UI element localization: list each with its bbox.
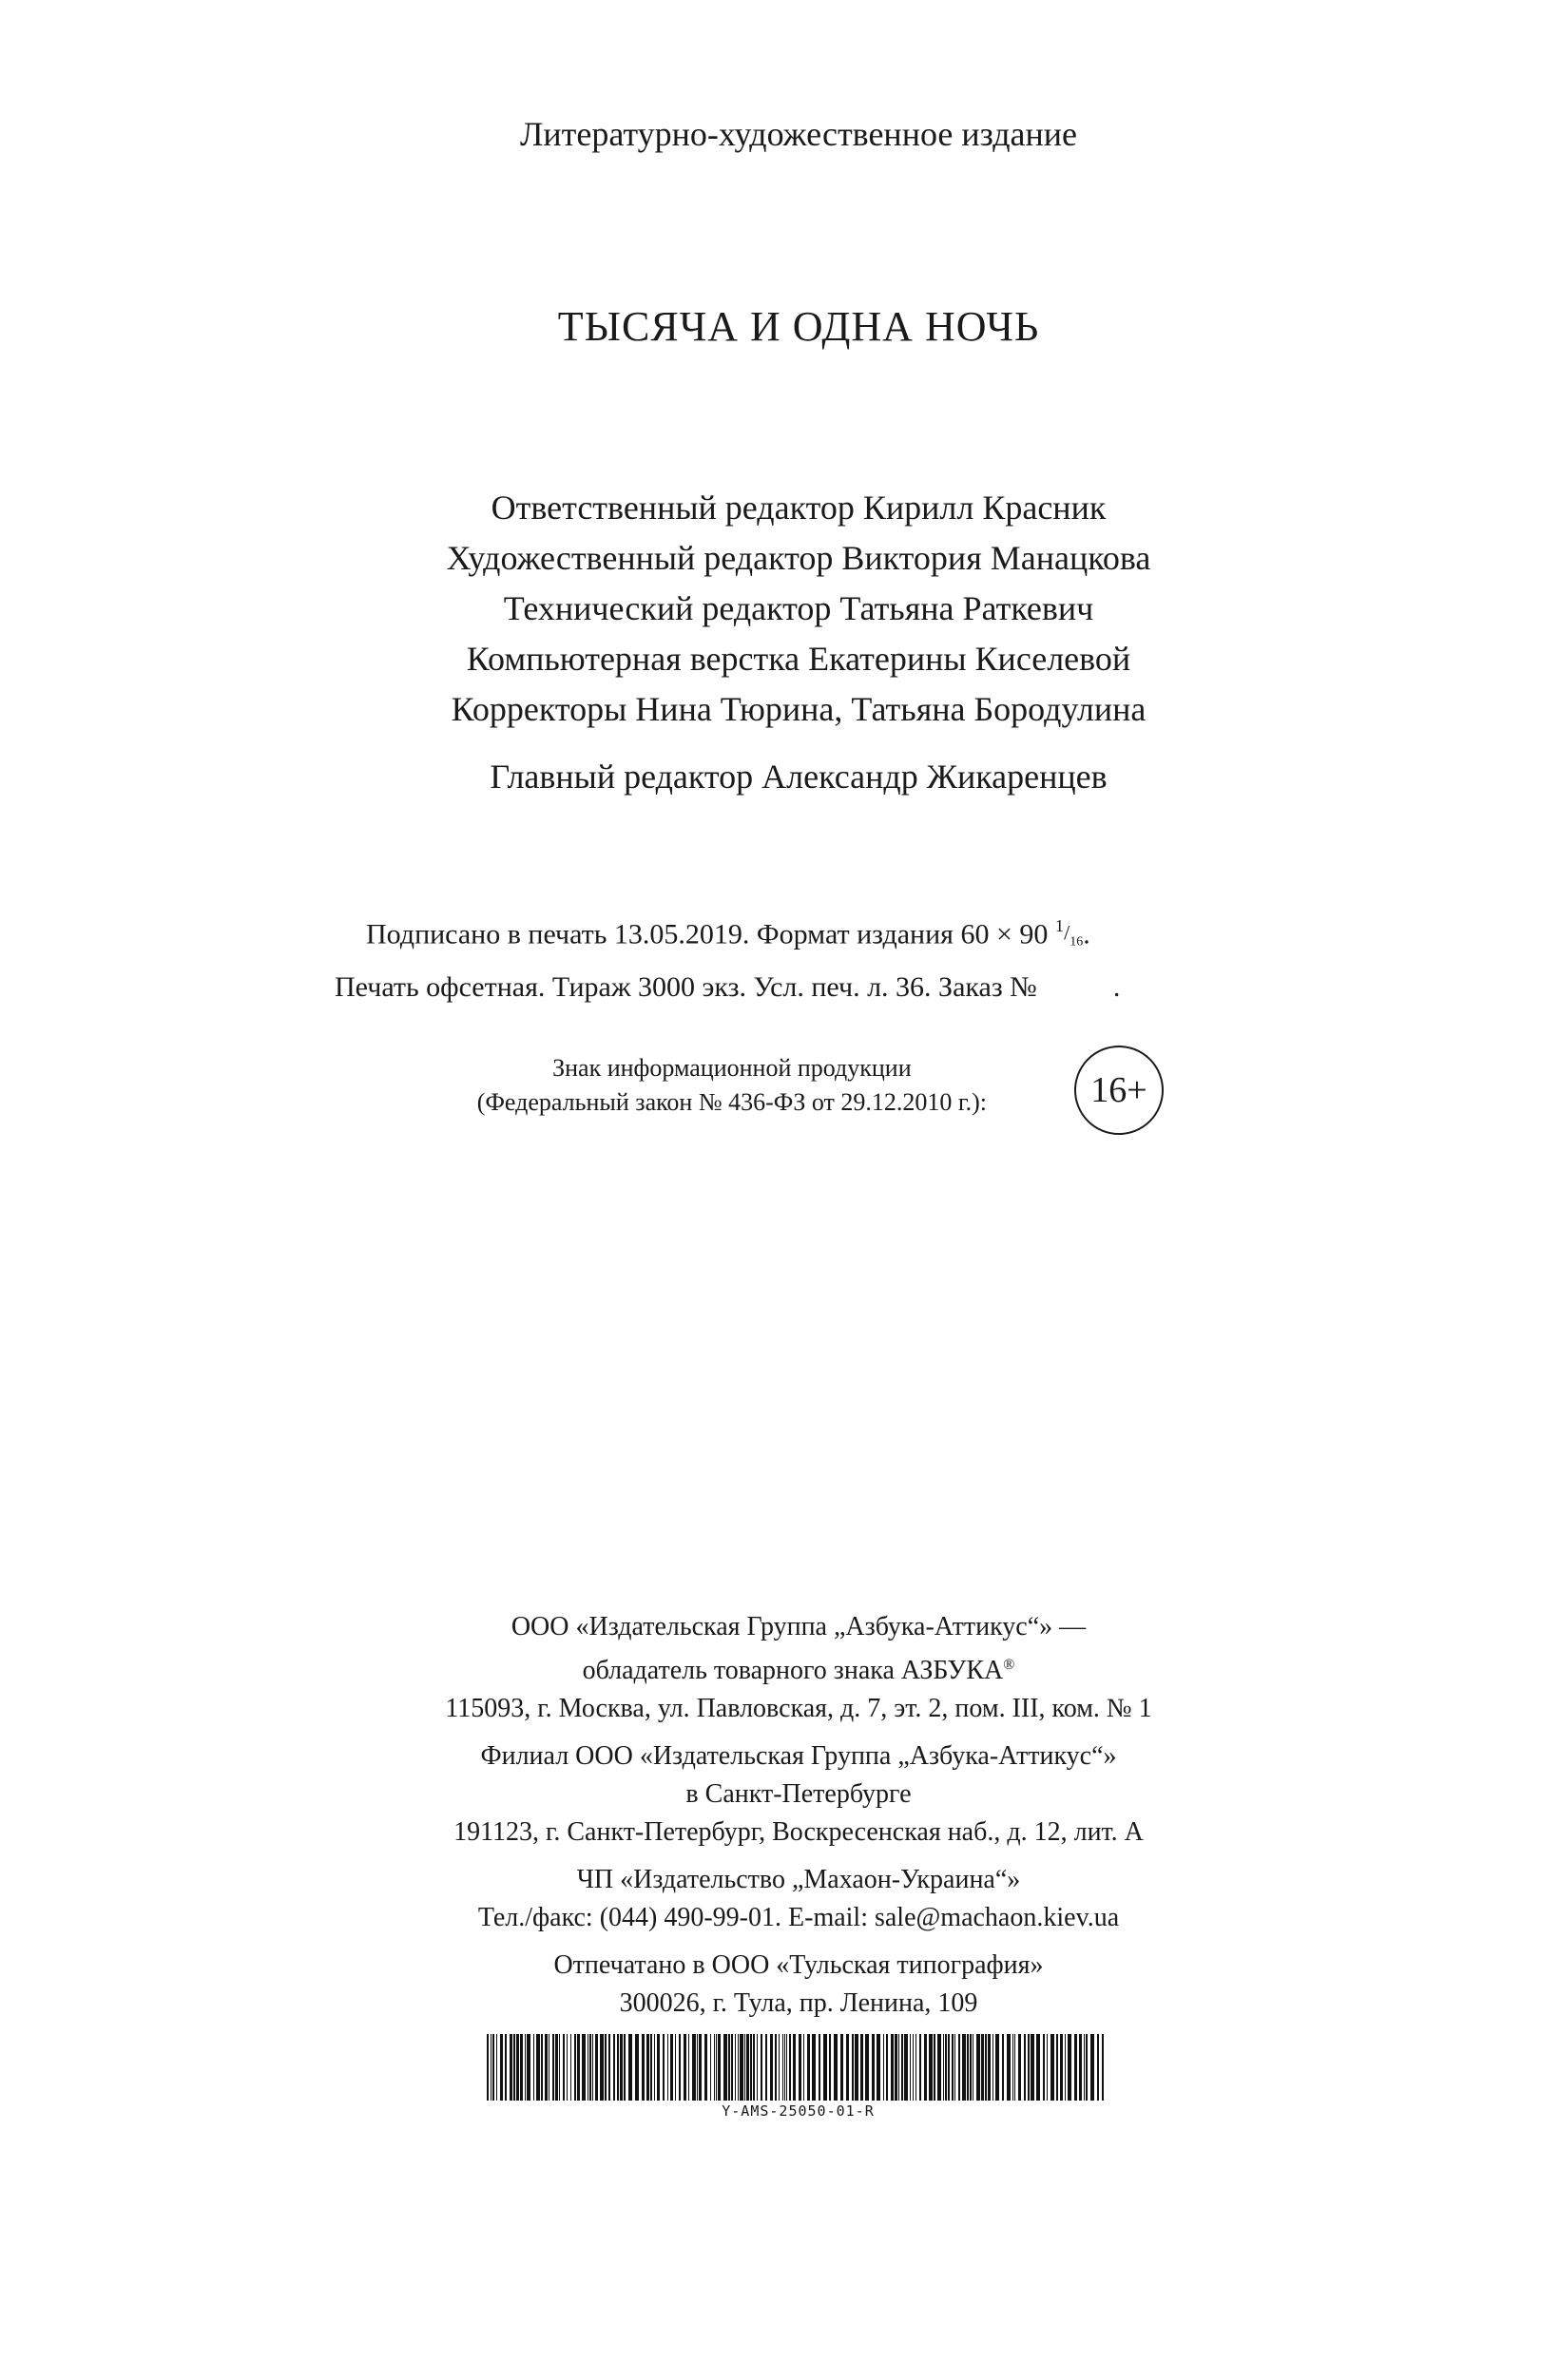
barcode-bar (1060, 2034, 1063, 2101)
barcode-bar (753, 2034, 755, 2101)
barcode-bar (1079, 2034, 1082, 2101)
format-fraction: $^1/_{16}$ (1054, 916, 1084, 950)
barcode-bar (595, 2034, 598, 2101)
barcode-bar (552, 2034, 554, 2101)
barcode-bar (670, 2034, 673, 2101)
barcode-bar (981, 2034, 984, 2101)
print-info-end-2: . (1112, 971, 1121, 1004)
barcode-bar (1036, 2034, 1040, 2101)
publisher-name: ООО «Издательская Группа „Азбука-Аттикус“» — (511, 1612, 1087, 1641)
barcode-bar (846, 2034, 849, 2101)
print-info-block (335, 903, 1285, 1010)
barcode-bar (765, 2034, 767, 2101)
book-title: ТЫСЯЧА И ОДНА НОЧЬ (557, 303, 1040, 350)
barcode-bar (646, 2034, 649, 2101)
credit-art-editor: Художественный редактор Виктория Манацкова (446, 539, 1151, 577)
barcode-bar (852, 2034, 854, 2101)
barcode-bar (679, 2034, 681, 2101)
barcode-bar (952, 2034, 954, 2101)
barcode-bar (1056, 2034, 1058, 2101)
fraction-numerator: 1 (1054, 916, 1065, 935)
barcode-bar (782, 2034, 783, 2101)
barcode-bar (635, 2034, 639, 2101)
barcode-bar (505, 2034, 507, 2101)
barcode-bar (589, 2034, 591, 2101)
barcode-bar (592, 2034, 593, 2101)
barcode-bar (834, 2034, 838, 2101)
branch-name: Филиал ООО «Издательская Группа „Азбука-Аттикус“» (480, 1741, 1117, 1771)
barcode-bar (799, 2034, 801, 2101)
barcode-bar (1097, 2034, 1099, 2101)
ukraine-contacts: Тел./факс: (044) 490-99-01. E-mail: sale@machaon.kiev.ua (477, 1903, 1120, 1932)
barcode-bar (577, 2034, 580, 2101)
branch-address: 191123, г. Санкт-Петербург, Воскресенская наб., д. 12, лит. А (453, 1817, 1144, 1847)
credit-responsible-editor: Ответственный редактор Кирилл Красник (491, 489, 1107, 527)
barcode-bar (704, 2034, 707, 2101)
barcode-bar (628, 2034, 632, 2101)
printer-name: Отпечатано в ООО «Тульская типография» (553, 1950, 1044, 1980)
barcode-bar (1012, 2034, 1013, 2101)
ukraine-publisher: ЧП «Издательство „Махаон-Украина“» (576, 1865, 1021, 1894)
barcode-bar (1043, 2034, 1045, 2101)
barcode-bar (812, 2034, 816, 2101)
barcode-bar (559, 2034, 560, 2101)
barcode-bar (714, 2034, 715, 2101)
barcode-bar (886, 2034, 888, 2101)
barcode-bar (728, 2034, 730, 2101)
barcode-bar (574, 2034, 576, 2101)
barcode-bar (958, 2034, 960, 2101)
barcode-bar (710, 2034, 711, 2101)
barcode-bar (520, 2034, 523, 2101)
barcode-bar (929, 2034, 933, 2101)
print-info-line-2 (335, 965, 1285, 1010)
print-info-text-1: Подписано в печать 13.05.2019. Формат издания 60 × 90 (366, 918, 1049, 950)
barcode-bar (723, 2034, 727, 2101)
print-info-line-1 (335, 903, 1285, 965)
barcode-bar (699, 2034, 702, 2101)
barcode-bar (697, 2034, 698, 2101)
barcode-bar (688, 2034, 689, 2101)
barcode-bar (872, 2034, 875, 2101)
barcode-bar (684, 2034, 686, 2101)
barcode-bar (740, 2034, 743, 2101)
genre-label: Литературно-художественное издание (519, 115, 1078, 153)
barcode-bar (1002, 2034, 1004, 2101)
barcode-bar (1086, 2034, 1088, 2101)
barcode-bar (731, 2034, 733, 2101)
barcode-bar (608, 2034, 610, 2101)
credit-chief-editor: Главный редактор Александр Жикаренцев (490, 758, 1108, 796)
barcode-bar (582, 2034, 586, 2101)
barcode-bar (567, 2034, 568, 2101)
barcode-bar (735, 2034, 736, 2101)
barcode-bar (516, 2034, 519, 2101)
publisher-block (0, 1608, 1561, 2023)
barcode-bar (654, 2034, 655, 2101)
barcode-bar (692, 2034, 696, 2101)
credits-block (0, 483, 1561, 802)
age-rating-label (477, 1051, 987, 1120)
barcode-bar (913, 2034, 914, 2101)
branch-city: в Санкт-Петербурге (685, 1779, 912, 1809)
barcode-bar (865, 2034, 869, 2101)
barcode-bar (775, 2034, 777, 2101)
barcode-bar (675, 2034, 676, 2101)
barcode-bar (1074, 2034, 1077, 2101)
barcode-bar (786, 2034, 787, 2101)
barcode-bar (1047, 2034, 1048, 2101)
barcode-bar (527, 2034, 530, 2101)
barcode-bar (510, 2034, 512, 2101)
barcode-bar (1031, 2034, 1034, 2101)
barcode-bar (1084, 2034, 1085, 2101)
barcode-bar (823, 2034, 827, 2101)
barcode-bar (667, 2034, 668, 2101)
barcode-bar (650, 2034, 652, 2101)
barcode-bar (744, 2034, 745, 2101)
barcode-bar (924, 2034, 927, 2101)
barcode-bar (492, 2034, 494, 2101)
barcode-bar (750, 2034, 752, 2101)
barcode-bar (642, 2034, 645, 2101)
barcode-bar (1090, 2034, 1094, 2101)
credit-proofreaders: Корректоры Нина Тюрина, Татьяна Бородулина (451, 690, 1147, 728)
barcode-bar (819, 2034, 820, 2101)
barcode-bar (891, 2034, 894, 2101)
barcode-bar (657, 2034, 660, 2101)
barcode-bar (995, 2034, 999, 2101)
barcode-bar (943, 2034, 944, 2101)
barcode-bar (617, 2034, 619, 2101)
credit-layout: Компьютерная верстка Екатерины Киселевой (466, 640, 1131, 678)
barcode-bar (793, 2034, 796, 2101)
barcode-bar (904, 2034, 908, 2101)
barcode-bar (716, 2034, 717, 2101)
age-rating-badge (1074, 1046, 1164, 1135)
barcode-bar (536, 2034, 540, 2101)
barcode-bar (496, 2034, 497, 2101)
print-info-end-1: . (1083, 918, 1090, 950)
barcode-bar (663, 2034, 665, 2101)
barcode-bar (746, 2034, 749, 2101)
publisher-address: 115093, г. Москва, ул. Павловская, д. 7, эт. 2, пом. III, ком. № 1 (445, 1694, 1152, 1723)
barcode-bar (738, 2034, 739, 2101)
barcode-bar (563, 2034, 565, 2101)
barcode-bar (855, 2034, 858, 2101)
barcode-bar (570, 2034, 571, 2101)
barcode-bar (624, 2034, 626, 2101)
barcode-caption: Y-AMS-25050-01-R (722, 2102, 875, 2120)
barcode-bar (1068, 2034, 1071, 2101)
barcode-bar (915, 2034, 916, 2101)
barcode-bar (525, 2034, 526, 2101)
barcode-bar (883, 2034, 884, 2101)
barcode-bar (945, 2034, 947, 2101)
barcode-bar (541, 2034, 543, 2101)
barcode-bar (555, 2034, 558, 2101)
barcode-bar (934, 2034, 935, 2101)
barcode-bar (970, 2034, 972, 2101)
barcode-bar (487, 2034, 489, 2101)
barcode-bar (757, 2034, 758, 2101)
age-rating-label-line-2: (Федеральный закон № 436-ФЗ от 29.12.2010 г.): (476, 1088, 987, 1116)
barcode-bar (1028, 2034, 1030, 2101)
barcode-bar (948, 2034, 950, 2101)
barcode-bar (901, 2034, 903, 2101)
barcode-bar (500, 2034, 503, 2101)
barcode-bar (789, 2034, 791, 2101)
barcode-bar (613, 2034, 615, 2101)
barcode-bar (620, 2034, 623, 2101)
print-info-text-2: Печать офсетная. Тираж 3000 экз. Усл. печ. л. 36. Заказ № (335, 971, 1037, 1004)
publisher-trademark-text: обладатель товарного знака АЗБУКА (582, 1656, 1004, 1685)
barcode-bar (1102, 2034, 1104, 2101)
barcode-bar (1065, 2034, 1066, 2101)
barcode-bar (976, 2034, 980, 2101)
barcode-bar (895, 2034, 897, 2101)
barcode-bar (985, 2034, 987, 2101)
credit-technical-editor: Технический редактор Татьяна Раткевич (503, 589, 1094, 627)
barcode-bar (779, 2034, 780, 2101)
barcode-bar (718, 2034, 721, 2101)
age-rating-value: 16+ (1090, 1070, 1147, 1110)
barcode-bar (860, 2034, 863, 2101)
barcode-bar (1007, 2034, 1011, 2101)
barcode-bar (600, 2034, 604, 2101)
fraction-denominator: 16 (1070, 934, 1084, 950)
barcode-bar (967, 2034, 969, 2101)
barcode-bar (533, 2034, 534, 2101)
barcode-bar (937, 2034, 941, 2101)
barcode-bar (513, 2034, 515, 2101)
barcode-bar (605, 2034, 607, 2101)
barcode-bar (1018, 2034, 1021, 2101)
barcode-bar (840, 2034, 843, 2101)
barcode-bar (1050, 2034, 1054, 2101)
age-rating-label-line-1: Знак информационной продукции (552, 1054, 912, 1082)
barcode-bar (898, 2034, 899, 2101)
barcode-bar (807, 2034, 810, 2101)
publisher-trademark (0, 1646, 1561, 1690)
barcode-bar (770, 2034, 773, 2101)
age-rating-block (409, 1046, 1169, 1141)
barcode-bar (877, 2034, 880, 2101)
barcode-bar (784, 2034, 785, 2101)
barcode-bar (829, 2034, 831, 2101)
barcode-bar (992, 2034, 993, 2101)
barcode-bar (803, 2034, 804, 2101)
barcode-bar (545, 2034, 548, 2101)
barcode-bar (761, 2034, 762, 2101)
barcode-bar (962, 2034, 966, 2101)
barcode-bar (1014, 2034, 1015, 2101)
barcode-bar (954, 2034, 955, 2101)
barcode-bar (910, 2034, 911, 2101)
printer-address: 300026, г. Тула, пр. Ленина, 109 (619, 1988, 978, 2018)
registered-mark: ® (1003, 1657, 1015, 1673)
barcode-bar (988, 2034, 991, 2101)
barcode-bar (1024, 2034, 1026, 2101)
barcode (487, 2034, 1109, 2101)
barcode-bar (919, 2034, 921, 2101)
